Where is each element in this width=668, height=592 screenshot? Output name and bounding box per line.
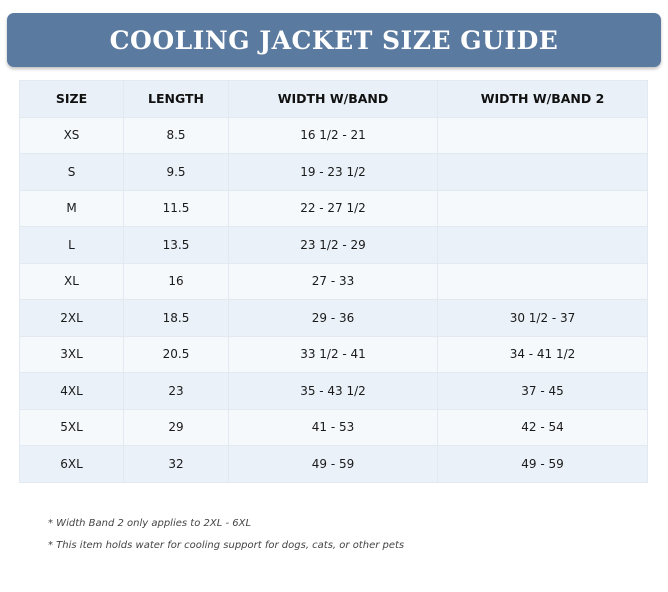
table-row [20,154,648,191]
size-cell: XL [20,263,124,300]
table-row [20,373,648,410]
header-row [20,81,648,118]
width-band-cell: 33 1/2 - 41 [229,336,438,373]
column-header-width-band: WIDTH W/BAND [229,81,438,118]
width-band-2-cell [438,117,648,154]
length-cell: 18.5 [124,300,229,337]
column-header-size: SIZE [20,81,124,118]
width-band-cell: 27 - 33 [229,263,438,300]
page-title: COOLING JACKET SIZE GUIDE [109,25,559,55]
length-cell: 11.5 [124,190,229,227]
title-banner [7,13,661,67]
size-cell: S [20,154,124,191]
length-cell: 8.5 [124,117,229,154]
width-band-2-cell: 30 1/2 - 37 [438,300,648,337]
length-cell: 29 [124,409,229,446]
size-cell: 3XL [20,336,124,373]
width-band-2-cell [438,263,648,300]
size-table [19,80,648,483]
column-header-width-band-2: WIDTH W/BAND 2 [438,81,648,118]
width-band-cell: 22 - 27 1/2 [229,190,438,227]
footnote-water-cooling: * This item holds water for cooling support for dogs, cats, or other pets [48,540,405,551]
width-band-cell: 29 - 36 [229,300,438,337]
size-cell: XS [20,117,124,154]
width-band-cell: 23 1/2 - 29 [229,227,438,264]
table-row [20,336,648,373]
length-cell: 20.5 [124,336,229,373]
width-band-2-cell: 34 - 41 1/2 [438,336,648,373]
width-band-2-cell [438,154,648,191]
length-cell: 23 [124,373,229,410]
size-cell: M [20,190,124,227]
width-band-2-cell: 49 - 59 [438,446,648,483]
width-band-cell: 41 - 53 [229,409,438,446]
width-band-2-cell [438,190,648,227]
width-band-2-cell: 37 - 45 [438,373,648,410]
length-cell: 13.5 [124,227,229,264]
size-cell: 5XL [20,409,124,446]
table-row [20,300,648,337]
table-row [20,190,648,227]
width-band-cell: 49 - 59 [229,446,438,483]
length-cell: 16 [124,263,229,300]
width-band-cell: 19 - 23 1/2 [229,154,438,191]
length-cell: 9.5 [124,154,229,191]
table-row [20,446,648,483]
table-row [20,227,648,264]
length-cell: 32 [124,446,229,483]
footnote-width-band-2: * Width Band 2 only applies to 2XL - 6XL [48,518,252,529]
table-row [20,409,648,446]
width-band-2-cell: 42 - 54 [438,409,648,446]
size-cell: 4XL [20,373,124,410]
width-band-cell: 35 - 43 1/2 [229,373,438,410]
table-row [20,263,648,300]
size-cell: 2XL [20,300,124,337]
size-cell: L [20,227,124,264]
size-cell: 6XL [20,446,124,483]
width-band-cell: 16 1/2 - 21 [229,117,438,154]
column-header-length: LENGTH [124,81,229,118]
width-band-2-cell [438,227,648,264]
table-row [20,117,648,154]
footnotes [48,513,404,557]
